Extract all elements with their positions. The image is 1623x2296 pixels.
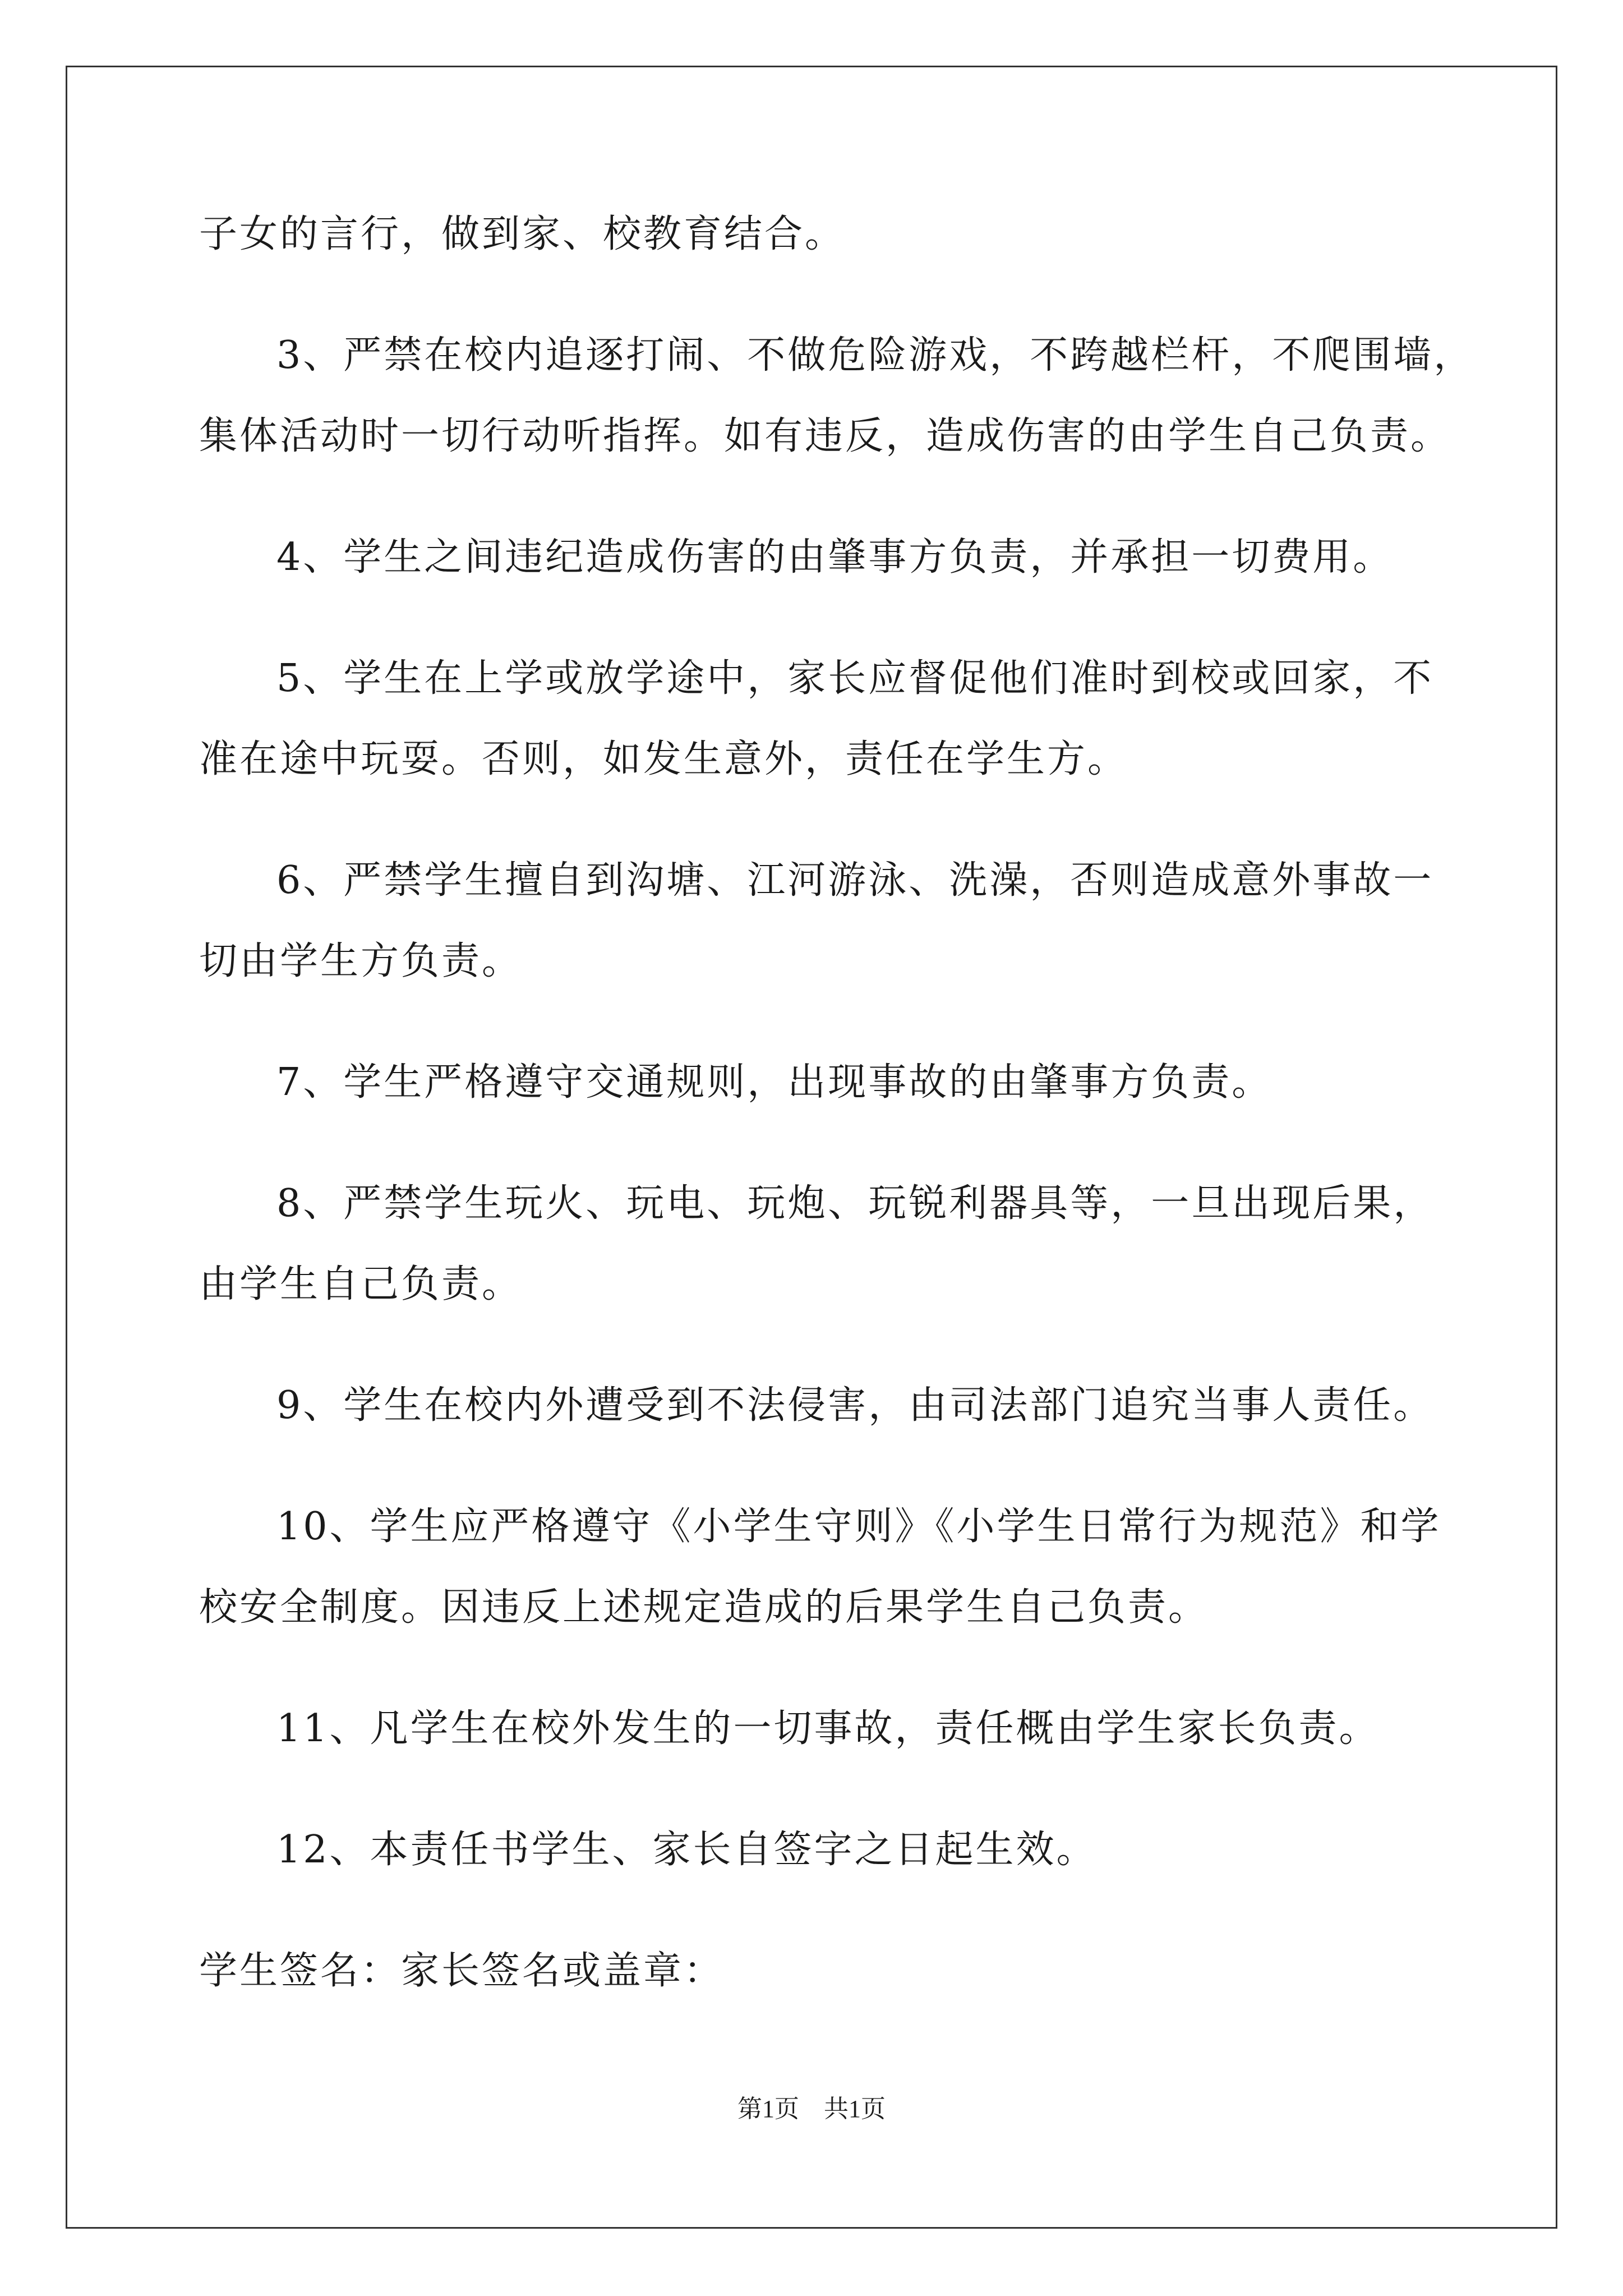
text-line: 切由学生方负责。: [199, 939, 523, 983]
page-footer: [0, 2092, 1623, 2126]
text-line: 子女的言行，做到家、校教育结合。: [199, 212, 846, 256]
text-line: 集体活动时一切行动听指挥。如有违反，造成伤害的由学生自己负责。: [199, 414, 1451, 458]
signature-line: 学生签名：家长签名或盖章：: [199, 1949, 725, 1993]
text-line: 8、严禁学生玩火、玩电、玩炮、玩锐利器具等，一旦出现后果，: [276, 1181, 1434, 1226]
page-total: 共1页: [824, 2095, 886, 2123]
text-line: 7、学生严格遵守交通规则，出现事故的由肇事方负责。: [276, 1060, 1272, 1105]
text-line: 6、严禁学生擅自到沟塘、江河游泳、洗澡，否则造成意外事故一: [276, 858, 1434, 903]
text-line: 校安全制度。因违反上述规定造成的后果学生自己负责。: [199, 1585, 1209, 1630]
text-line: 4、学生之间违纪造成伤害的由肇事方负责，并承担一切费用。: [276, 535, 1394, 579]
page-number: 第1页: [737, 2095, 799, 2123]
text-line: 12、本责任书学生、家长自签字之日起生效。: [276, 1828, 1097, 1872]
text-line: 5、学生在上学或放学途中，家长应督促他们准时到校或回家，不: [276, 656, 1434, 701]
text-line: 由学生自己负责。: [199, 1262, 523, 1306]
text-line: 3、严禁在校内追逐打闹、不做危险游戏，不跨越栏杆，不爬围墙，: [276, 333, 1474, 378]
text-line: 10、学生应严格遵守《小学生守则》《小学生日常行为规范》和学: [276, 1504, 1441, 1549]
document-body: [199, 208, 1474, 2065]
text-line: 9、学生在校内外遭受到不法侵害，由司法部门追究当事人责任。: [276, 1383, 1434, 1428]
text-line: 11、凡学生在校外发生的一切事故，责任概由学生家长负责。: [276, 1706, 1380, 1751]
text-line: 准在途中玩耍。否则，如发生意外，责任在学生方。: [199, 737, 1128, 781]
